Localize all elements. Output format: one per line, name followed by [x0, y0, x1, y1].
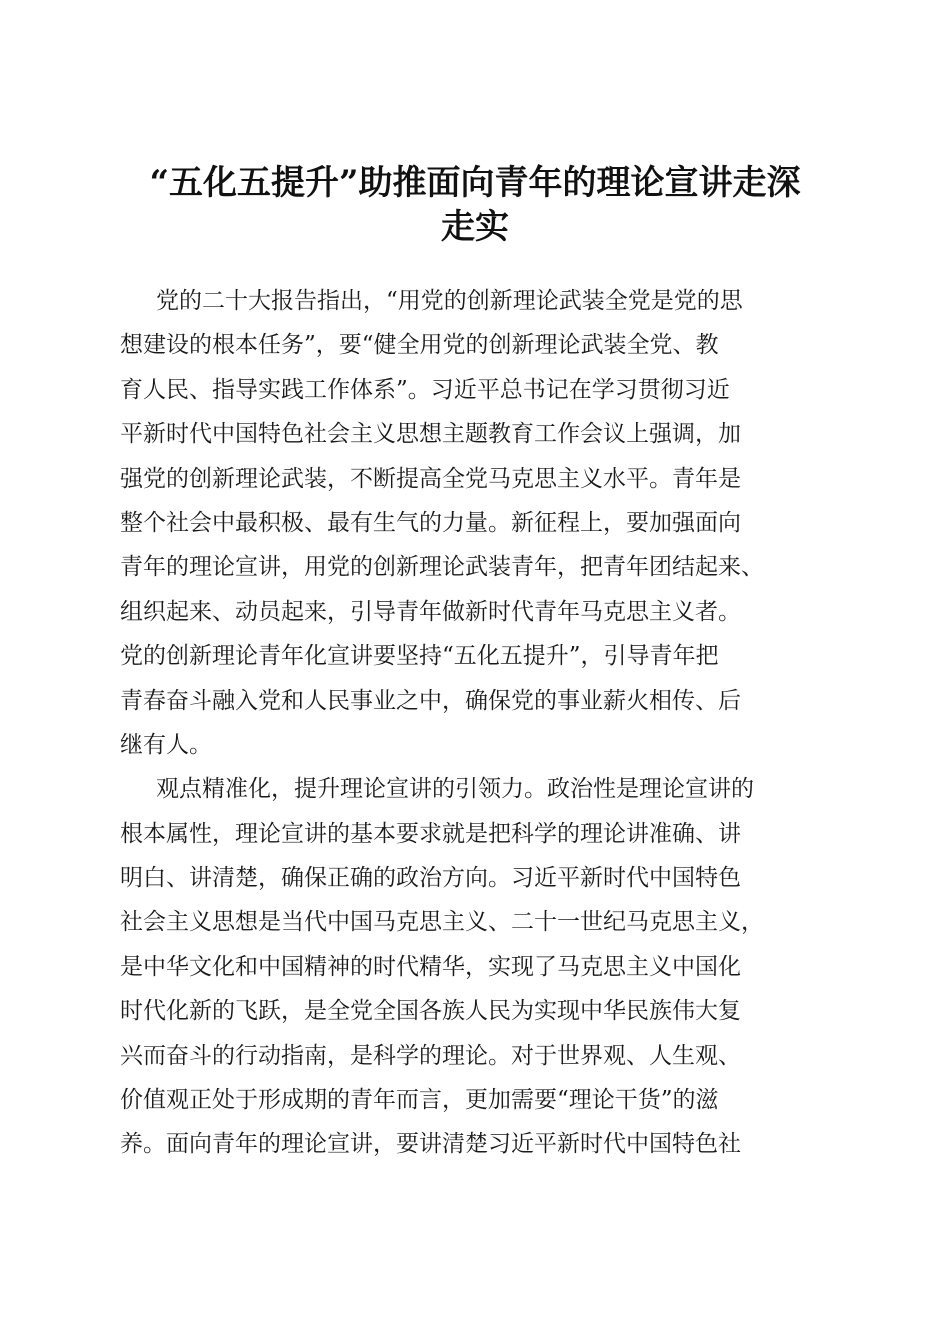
text-line: 党的创新理论青年化宣讲要坚持“五化五提升”，引导青年把 — [120, 643, 719, 670]
text-line: 明白、讲清楚，确保正确的政治方向。习近平新时代中国特色 — [120, 865, 741, 892]
text-line: 平新时代中国特色社会主义思想主题教育工作会议上强调，加 — [120, 421, 741, 448]
text-line: 继有人。 — [120, 731, 212, 758]
document-title — [110, 161, 840, 249]
text-line: 养。面向青年的理论宣讲，要讲清楚习近平新时代中国特色社 — [120, 1131, 741, 1158]
text-line: 社会主义思想是当代中国马克思主义、二十一世纪马克思主义， — [120, 909, 764, 936]
paragraph-1 — [120, 279, 840, 767]
text-line: 价值观正处于形成期的青年而言，更加需要“理论干货”的滋 — [120, 1087, 719, 1114]
title-line: 走实 — [441, 206, 509, 247]
text-line: 青春奋斗融入党和人民事业之中，确保党的事业薪火相传、后 — [120, 687, 741, 714]
document-body — [120, 279, 840, 1167]
text-line: 根本属性，理论宣讲的基本要求就是把科学的理论讲准确、讲 — [120, 820, 741, 847]
text-line: 青年的理论宣讲，用党的创新理论武装青年，把青年团结起来、 — [120, 554, 764, 581]
text-line: 兴而奋斗的行动指南，是科学的理论。对于世界观、人生观、 — [120, 1042, 741, 1069]
paragraph-2 — [120, 767, 840, 1167]
text-line: 时代化新的飞跃，是全党全国各族人民为实现中华民族伟大复 — [120, 998, 741, 1025]
text-line: 育人民、指导实践工作体系”。习近平总书记在学习贯彻习近 — [120, 376, 730, 403]
text-line: 想建设的根本任务”，要“健全用党的创新理论武装全党、教 — [120, 332, 719, 359]
text-line: 强党的创新理论武装，不断提高全党马克思主义水平。青年是 — [120, 465, 741, 492]
text-line: 党的二十大报告指出，“用党的创新理论武装全党是党的思 — [156, 288, 743, 314]
text-line: 是中华文化和中国精神的时代精华，实现了马克思主义中国化 — [120, 953, 741, 980]
title-line: “五化五提升”助推面向青年的理论宣讲走深 — [149, 162, 801, 203]
text-line: 观点精准化，提升理论宣讲的引领力。政治性是理论宣讲的 — [156, 776, 754, 803]
text-line: 整个社会中最积极、最有生气的力量。新征程上，要加强面向 — [120, 509, 741, 536]
text-line: 组织起来、动员起来，引导青年做新时代青年马克思主义者。 — [120, 598, 741, 625]
